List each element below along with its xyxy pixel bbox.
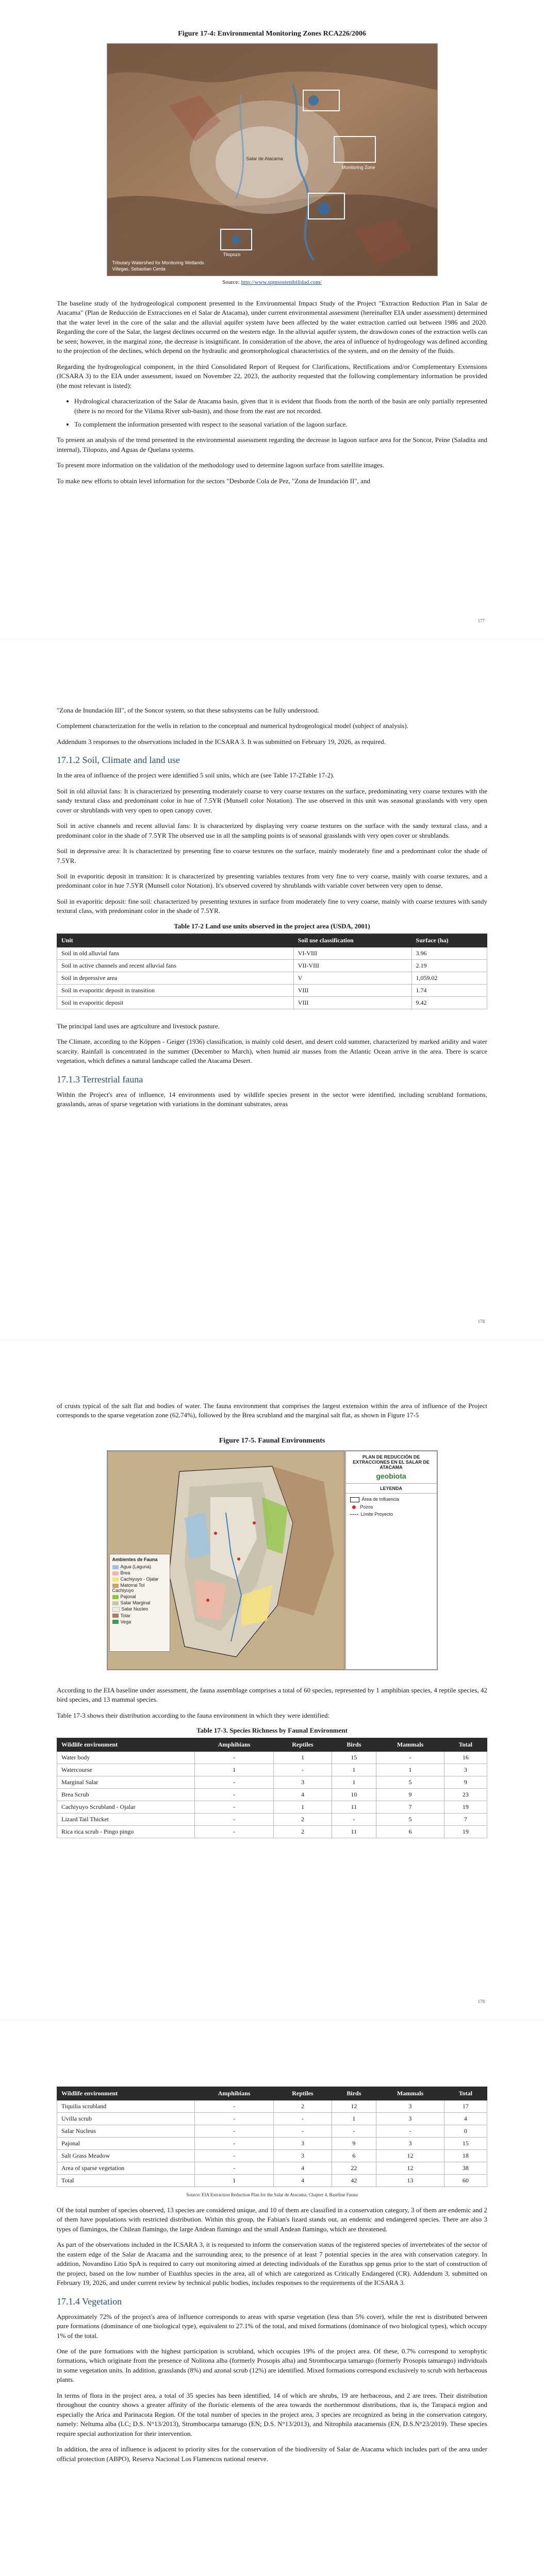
list-item: • To complement the information presented with respect to the seasonal variation of the lagoon surface.	[74, 420, 487, 429]
color-swatch-icon	[112, 1578, 119, 1582]
table-cell: Lizard Tail Thicket	[57, 1814, 195, 1826]
paragraph: Within the Project's area of influence, 14 environments used by wildlife species present in the sector were identified, including scrubland formations, grasslands, areas of sparse vegetation with variations in the dominant substrates, areas	[57, 1090, 487, 1108]
table-cell: 5	[376, 1814, 444, 1826]
table-cell: -	[274, 2125, 332, 2138]
color-swatch-icon	[112, 1584, 119, 1588]
table-cell: Watercourse	[57, 1764, 195, 1776]
table-cell: Marginal Salar	[57, 1776, 195, 1789]
table-row	[57, 984, 487, 996]
table-cell: -	[376, 1752, 444, 1764]
table-cell: 3	[376, 2138, 444, 2150]
page-180	[57, 2087, 487, 2470]
table-cell: 6	[332, 2150, 376, 2162]
table-cell: -	[194, 1776, 273, 1789]
paragraph: The baseline study of the hydrogeological component presented in the Environmental Impact Study of the Project "Extraction Reduction Plan in Salar de Atacama" (Plan de Reducción de Extracciones en el Salar de Atacama), under current environmental assessment (hereinafter EIA under assessment) determined that the water level in the core of the salar and the alluvial aquifer system have been affected by the water extraction carried out between 1986 and 2020. Regarding the core of the Salar, the largest declines occurred on the western edge. In the alluvial aquifer system, the drawdown cones of the extraction wells can be seen; however, in the marginal zone, the decrease is insignificant. In consideration of the above, the area of influence of hydrogeology was defined according to the projection of the declines, which depend on the hydraulic and geomorphological characteristics of the system, and on the density of the fluids.	[57, 299, 487, 355]
table-cell: 16	[444, 1752, 487, 1764]
paragraph: Table 17-3 shows their distribution according to the fauna environment in which they were identified:	[57, 1711, 330, 1719]
species-richness-table	[57, 1738, 487, 1838]
table-cell: 1,059.02	[411, 972, 487, 984]
table-cell: 4	[274, 1789, 332, 1801]
table-cell: 9	[444, 1776, 487, 1789]
table-cell: 19	[444, 1801, 487, 1814]
table-cell: 17	[444, 2100, 487, 2113]
table-row	[57, 1801, 487, 1814]
paragraph: "Zona de Inundación III", of the Soncor system, so that these subsystems can be fully understood.	[57, 706, 319, 714]
legend-item-label: Pajonal	[120, 1594, 136, 1599]
table-17-3-title: Table 17-3. Species Richness by Faunal Environment	[196, 1726, 348, 1735]
section-heading-17-1-4: 17.1.4 Vegetation	[57, 2296, 122, 2307]
table-row	[57, 2162, 487, 2175]
paragraph: In terms of flora in the project area, a total of 35 species has been identified, 14 of which are shrubs, 19 are herbaceous, and 2 are trees. Their distribution throughout the country shows a greater affinity of the floristic elements of the area towards the northernmost distributions, that is, the Tarapacá region and especially the Arica and Parinacota Region. Of the total number of species in the project area, 3 species are recognized as being in the conservation category, namely: Neltuma alba (LC; D.S. N°13/2013), Strombocarpa tamarugo (EN; D.S. N°13/2013), and Nitrophila atacamensis (EN, D.S.N°23/2019). These species require special authorization for their intervention.	[57, 2391, 487, 2437]
table-cell: -	[194, 2138, 273, 2150]
section-heading-17-1-3: 17.1.3 Terrestrial fauna	[57, 1074, 143, 1084]
table-cell: 1	[332, 1776, 376, 1789]
table-cell: -	[194, 2125, 273, 2138]
table-header-row	[57, 1738, 487, 1752]
boundary-swatch-icon	[350, 1497, 359, 1502]
table-cell: Area of sparse vegetation	[57, 2162, 195, 2175]
table-cell: -	[194, 1801, 273, 1814]
table-cell: 9.42	[411, 996, 487, 1009]
legend-item-label: Tolar	[120, 1613, 131, 1618]
table-cell: 4	[274, 2175, 332, 2187]
color-swatch-icon	[112, 1607, 120, 1612]
table-cell: 3	[376, 2100, 444, 2113]
table-cell: -	[194, 2100, 273, 2113]
legend-item	[112, 1564, 167, 1569]
table-cell: 11	[332, 1801, 376, 1814]
table-row	[57, 1752, 487, 1764]
table-cell: Uvilla scrub	[57, 2113, 195, 2125]
legend-item-label: Vega	[120, 1619, 131, 1624]
table-cell: 2	[274, 1826, 332, 1838]
map-label-monitoring-zone: Monitoring Zone	[341, 165, 375, 170]
table-cell: 18	[444, 2150, 487, 2162]
legend-item	[112, 1619, 167, 1624]
column-header: Unit	[57, 934, 294, 947]
table-row	[57, 1789, 487, 1801]
table-cell: -	[274, 1764, 332, 1776]
table-cell: 3.96	[411, 947, 487, 959]
table-source-note: Source: EIA Extraction Reduction Plan for the Salar de Atacama, Chapter 4, Baseline Fauna	[186, 2192, 358, 2197]
column-header: Reptiles	[274, 1738, 332, 1752]
legend-item-label: Cachiyuyo - Ojalar	[120, 1576, 159, 1582]
page-177	[57, 30, 487, 492]
page-179	[57, 1401, 487, 1843]
species-richness-table-continued	[57, 2087, 487, 2187]
table-cell: VIII	[293, 996, 411, 1009]
table-row	[57, 996, 487, 1009]
table-cell: -	[332, 2125, 376, 2138]
legend-brand: geobiota	[376, 1471, 406, 1480]
table-cell: -	[274, 2113, 332, 2125]
table-cell: 38	[444, 2162, 487, 2175]
paragraph: of crusts typical of the salt flat and bodies of water. The fauna environment that comprises the largest extension within the area of influence of the Project corresponds to the sparse vegetation zone (62.74%), followed by the Brea scrubland and the marginal salt flat, as shown in Figure 17-5	[57, 1402, 487, 1419]
map-overlay-caption-2: Villegas, Sebastian Cerda	[112, 266, 166, 272]
color-swatch-icon	[112, 1571, 119, 1575]
table-cell: VII-VIII	[293, 959, 411, 972]
table-cell: 19	[444, 1826, 487, 1838]
column-header: Birds	[332, 2087, 376, 2100]
paragraph: Addendum 3 responses to the observations included in the ICSARA 3. It was submitted on February 19, 2026, as required.	[57, 737, 386, 745]
column-header: Wildlife environment	[57, 2087, 195, 2100]
table-cell: 23	[444, 1789, 487, 1801]
table-cell: Soil in evaporitic deposit	[57, 996, 294, 1009]
color-swatch-icon	[112, 1620, 119, 1624]
table-cell: 1	[332, 1764, 376, 1776]
color-swatch-icon	[112, 1565, 119, 1569]
table-cell: -	[194, 2150, 273, 2162]
legend-item-label: Área de Influencia	[361, 1496, 400, 1502]
table-cell: 3	[376, 2113, 444, 2125]
table-cell: V	[293, 972, 411, 984]
paragraph: The Climate, according to the Köppen - Geiger (1936) classification, is mainly cold desert, and desert cold summer, characterized by marked aridity and water scarcity. Rainfall is concentrated in the summer (December to March), when humid air masses from the Atlantic Ocean arrive in the area. There is scarce vegetation, which defines a natural landscape called the Atacama Desert.	[57, 1038, 487, 1065]
well-point-icon	[352, 1505, 356, 1509]
column-header: Wildlife environment	[57, 1738, 195, 1752]
table-cell: -	[194, 2113, 273, 2125]
table-cell: 6	[376, 1826, 444, 1838]
table-cell: 3	[444, 1764, 487, 1776]
table-cell: Salt Grass Meadow	[57, 2150, 195, 2162]
column-header: Amphibians	[194, 1738, 273, 1752]
monitoring-zones-map	[107, 43, 438, 276]
table-cell: 11	[332, 1826, 376, 1838]
paragraph: In the area of influence of the project were identified 5 soil units, which are (see Table 17-2Table 17-2).	[57, 771, 335, 779]
table-cell: -	[376, 2125, 444, 2138]
map-label-salar: Salar de Atacama	[246, 156, 283, 161]
color-swatch-icon	[112, 1601, 119, 1605]
legend-title: PLAN DE REDUCCIÓN DE EXTRACCIONES EN EL SALAR DE ATACAMA	[353, 1454, 430, 1470]
paragraph: Soil in old alluvial fans: It is characterized by presenting moderately coarse to very coarse textures on the surface, predominating very coarse textures with the sandy textural class and predominant color in hue of 7.5YR (Munsell color Notation). The use observed in this unit was seasonal grasslands with very open cover or shrublands with very open to open canopy cover.	[57, 787, 487, 814]
legend-item	[112, 1583, 167, 1593]
figure-17-4-source	[57, 279, 487, 285]
legend-item-label: Límite Proyecto	[360, 1511, 393, 1517]
legend-item	[112, 1594, 167, 1599]
table-cell: Cachiyuyo Scrubland - Ojalar	[57, 1801, 195, 1814]
table-cell: 12	[376, 2150, 444, 2162]
source-label: Source:	[222, 279, 241, 285]
page-178	[57, 706, 487, 1115]
environment-legend-title: Ambientes de Fauna	[112, 1556, 158, 1562]
paragraph: According to the EIA baseline under assessment, the fauna assemblage comprises a total of 60 species, represented by 1 amphibian species, 4 reptile species, 42 bird species, and 13 mammal species.	[57, 1686, 487, 1704]
table-cell: 5	[376, 1776, 444, 1789]
table-cell: 13	[376, 2175, 444, 2187]
figure-17-5-title: Figure 17-5. Faunal Environments	[219, 1436, 325, 1445]
table-17-2-title: Table 17-2 Land use units observed in the project area (USDA, 2001)	[174, 922, 370, 930]
table-cell: -	[332, 1814, 376, 1826]
table-cell: Salar Nucleus	[57, 2125, 195, 2138]
legend-item-label: Brea	[120, 1570, 130, 1575]
table-cell: 9	[332, 2138, 376, 2150]
table-header-row	[57, 934, 487, 947]
table-cell: 0	[444, 2125, 487, 2138]
table-row	[57, 2150, 487, 2162]
table-cell: 22	[332, 2162, 376, 2175]
column-header: Mammals	[376, 1738, 444, 1752]
table-row	[57, 1776, 487, 1789]
column-header: Reptiles	[274, 2087, 332, 2100]
legend-subtitle: LEYENDA	[346, 1483, 437, 1494]
legend-item	[112, 1570, 167, 1575]
section-heading-17-1-2: 17.1.2 Soil, Climate and land use	[57, 755, 180, 766]
table-cell: 2.19	[411, 959, 487, 972]
table-header-row	[57, 2087, 487, 2100]
page-number: 178	[477, 1319, 485, 1324]
table-row	[57, 972, 487, 984]
table-cell: -	[194, 1752, 273, 1764]
map-legend-panel	[345, 1451, 437, 1670]
faunal-environments-map	[107, 1450, 438, 1670]
table-cell: 15	[444, 2138, 487, 2150]
paragraph: Complement characterization for the wells in relation to the conceptual and numerical hydrogeological model (subject of analysis).	[57, 722, 408, 730]
table-cell: 7	[444, 1814, 487, 1826]
table-cell: -	[194, 2162, 273, 2175]
table-cell: 10	[332, 1789, 376, 1801]
table-cell: -	[194, 1826, 273, 1838]
legend-item	[350, 1504, 433, 1510]
table-cell: VI-VIII	[293, 947, 411, 959]
page-number: 177	[477, 618, 485, 623]
paragraph: Of the total number of species observed, 13 species are considered unique, and 10 of them are classified in a conservation category, 3 of them are endemic and 2 of them have populations with restricted distribution. Within this group, the Fabian's lizard stands out, an endemic and endangered species. There are also 3 types of flamingos, the Chilean flamingo, the large Andean flamingo and the small Andean flamingo, which are threatened.	[57, 2206, 487, 2233]
table-row	[57, 1764, 487, 1776]
paragraph: To make new efforts to obtain level information for the sectors "Desborde Cola de Pez, "Zona de Inundación II", and	[57, 477, 370, 485]
legend-item-label: Pozos	[360, 1504, 373, 1510]
table-cell: Soil in evaporitic deposit in transition	[57, 984, 294, 996]
table-cell: 1	[274, 1752, 332, 1764]
table-row	[57, 2138, 487, 2150]
legend-item-label: Salar Marginal	[120, 1600, 151, 1605]
table-cell: 1.74	[411, 984, 487, 996]
table-cell: 1	[332, 2113, 376, 2125]
table-cell: Total	[57, 2175, 195, 2187]
legend-item-label: Salar Nucleo	[121, 1606, 149, 1612]
color-swatch-icon	[112, 1595, 119, 1599]
table-cell: Pajonal	[57, 2138, 195, 2150]
table-total-row	[57, 2175, 487, 2187]
table-cell: VIII	[293, 984, 411, 996]
paragraph: To present an analysis of the trend presented in the environmental assessment regarding the decrease in lagoon surface area for the Soncor, Peine (Saladita and internal), Tilopozo, and Aguas de Quelana systems.	[57, 436, 487, 453]
paragraph: Soil in evaporitic deposit: fine soil: characterized by presenting textures in surface from moderately fine to very coarse, mainly with coarse textures with sandy textural class, with predominant color in the shade of 7.5YR.	[57, 897, 487, 915]
column-header: Total	[444, 1738, 487, 1752]
paragraph: Soil in evaporitic deposit in transition: It is characterized by presenting variables textures from very fine to very coarse, mainly with coarse textures, and a predominant color in hue 7.5YR (Munsell color Notation). It's observed covered by shrublands with variable cover between very open to dense.	[57, 872, 487, 890]
map-label-tilopozo: Tilopozo	[223, 252, 241, 257]
table-cell: 1	[376, 1764, 444, 1776]
table-cell: Brea Scrub	[57, 1789, 195, 1801]
source-link[interactable]: http://www.sqmsostenibilidad.com/	[241, 279, 322, 285]
table-cell: Soil in depressive area	[57, 972, 294, 984]
column-header: Surface (ha)	[411, 934, 487, 947]
map-overlay-caption-1: Tributary Watershed for Monitoring Wetlands	[112, 260, 204, 265]
legend-item-label: Matorral Tol Cachiyuyo	[112, 1582, 145, 1593]
environment-legend-panel	[109, 1554, 170, 1652]
table-cell: 7	[376, 1801, 444, 1814]
table-cell: 9	[376, 1789, 444, 1801]
table-cell: 1	[194, 2175, 273, 2187]
legend-item-label: Agua (Laguna)	[120, 1564, 152, 1569]
paragraph: As part of the observations included in the ICSARA 3, it is requested to inform the conservation status of the registered species of invertebrates of the sector of the eastern edge of the Salar de Atacama and the surrounding area; to the presence of at least 7 potential species in the area with conservation category. In addition, Novandino Litio SpA is required to carry out monitoring aimed at detecting individuals of the Eurathus spp genus prior to the start of construction of the project, based on the low number of Euathlus species in the area, all of which are categorized as Critically Endangered (CR). Addendum 3, submitted on February 19, 2026, and under current review by technical public bodies, includes responses to the requirements of the ICSARA 3.	[57, 2241, 487, 2287]
legend-item	[112, 1613, 167, 1618]
column-header: Mammals	[376, 2087, 444, 2100]
dashed-line-icon	[350, 1514, 358, 1515]
table-cell: 12	[376, 2162, 444, 2175]
table-cell: 4	[444, 2113, 487, 2125]
table-cell: 1	[274, 1801, 332, 1814]
table-cell: 3	[274, 1776, 332, 1789]
table-cell: Water body	[57, 1752, 195, 1764]
table-cell: -	[194, 1814, 273, 1826]
table-cell: 42	[332, 2175, 376, 2187]
paragraph: Soil in depressive area: It is characterized by presenting fine to coarse textures on the surface, mainly moderately fine and a predominant color the shade of 7.5YR.	[57, 847, 487, 865]
table-row	[57, 947, 487, 959]
table-row	[57, 2125, 487, 2138]
paragraph: Soil in active channels and recent alluvial fans: It is characterized by displaying very coarse textures on the surface with the sandy textural class, and a predominant color in the shade of 7.5YR The observed use in all the sampling points is of seasonal grasslands with very open cover or shrublands.	[57, 822, 487, 839]
table-row	[57, 959, 487, 972]
paragraph: Approximately 72% of the project's area of influence corresponds to areas with sparse vegetation (less than 5% cover), while the rest is distributed between pure formations (dominance of one biological type), equivalent to 27.1% of the total, and mixed formations (dominance of two biological types), which occupy 1% of the total.	[57, 2312, 487, 2340]
requirements-list	[57, 397, 487, 429]
table-cell: 12	[332, 2100, 376, 2113]
color-swatch-icon	[112, 1614, 119, 1618]
column-header: Total	[444, 2087, 487, 2100]
land-use-table	[57, 934, 487, 1009]
legend-item	[112, 1600, 167, 1605]
column-header: Soil use classification	[293, 934, 411, 947]
paragraph: In addition, the area of influence is adjacent to priority sites for the conservation of the biodiversity of Salar de Atacama which includes part of the area under official protection (ABPO), Reserva Nacional Los Flamencos national reserve.	[57, 2445, 487, 2463]
table-row	[57, 1814, 487, 1826]
table-cell: 4	[274, 2162, 332, 2175]
table-cell: 1	[194, 1764, 273, 1776]
figure-17-4-title: Figure 17-4: Environmental Monitoring Zones RCA226/2006	[178, 30, 366, 38]
table-cell: 3	[274, 2150, 332, 2162]
table-row	[57, 2100, 487, 2113]
table-cell: 15	[332, 1752, 376, 1764]
legend-item	[112, 1577, 167, 1582]
table-cell: Soil in active channels and recent alluvial fans	[57, 959, 294, 972]
list-item: • Hydrological characterization of the Salar de Atacama basin, given that it is evident that floods from the north of the basin are only partially represented (there is no record for the Vilama River sub-basin), and those from the east are not recorded.	[74, 397, 487, 416]
table-row	[57, 2113, 487, 2125]
column-header: Birds	[332, 1738, 376, 1752]
legend-item	[112, 1606, 167, 1612]
column-header: Amphibians	[194, 2087, 273, 2100]
paragraph: Regarding the hydrogeological component, in the third Consolidated Report of Request for Clarifications, Rectifications and/or Complementary Extensions (ICSARA 3) to the EIA under assessment, issued on November 22, 2023, the authority requested that the following complementary information be provided (the most relevant is listed):	[57, 362, 487, 389]
table-cell: Tiquilia scrubland	[57, 2100, 195, 2113]
table-cell: 2	[274, 2100, 332, 2113]
paragraph: The principal land uses are agriculture and livestock pasture.	[57, 1022, 220, 1030]
table-cell: Soil in old alluvial fans	[57, 947, 294, 959]
table-row	[57, 1826, 487, 1838]
paragraph: To present more information on the validation of the methodology used to determine lagoon surface from satellite images.	[57, 461, 385, 469]
paragraph: One of the pure formations with the highest participation is scrubland, which occupies 19% of the project area. Of these, 0.7% correspond to xerophytic formations, which originate from the presence of Nolitona alba (formerly Prosopis alba) and Strombocarpa tamarugo (formerly Prosopis tamarugo) individuals in some vegetation units. In addition, grasslands (8%) and azonal scrub (12%) are identified. Mixed formations correspond exclusively to scrub with herbaceous plants.	[57, 2347, 487, 2384]
table-cell: 60	[444, 2175, 487, 2187]
table-cell: 2	[274, 1814, 332, 1826]
legend-item	[350, 1512, 433, 1517]
table-cell: Rica rica scrub - Pingo pingo	[57, 1826, 195, 1838]
page-number: 179	[477, 1999, 485, 2004]
legend-item	[350, 1497, 433, 1502]
table-cell: -	[194, 1789, 273, 1801]
table-cell: 3	[274, 2138, 332, 2150]
